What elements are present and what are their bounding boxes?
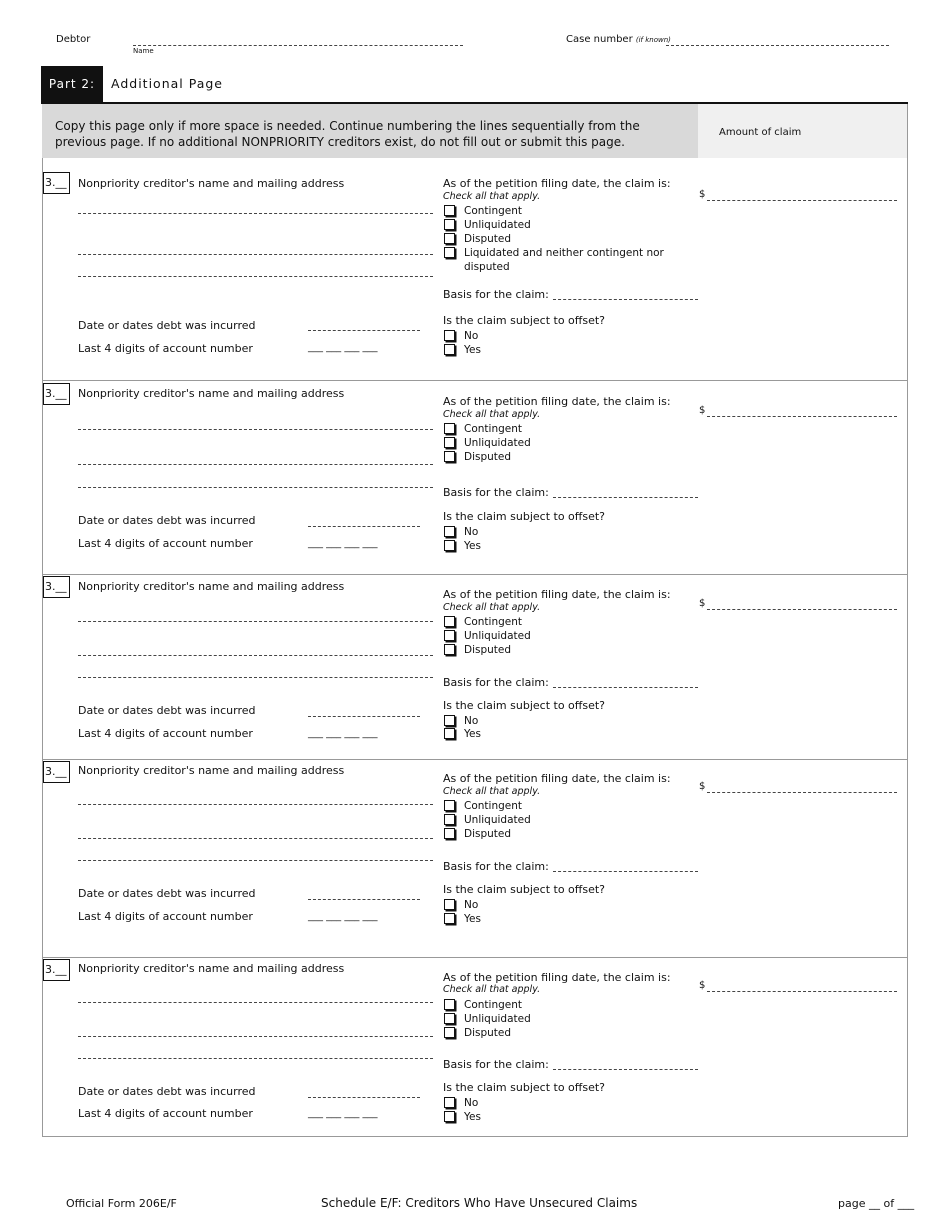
disputed-checkbox[interactable]: Disputed [444,828,704,842]
offset-no-checkbox[interactable]: No [444,526,524,540]
offset-no-checkbox[interactable]: No [444,1097,524,1111]
creditor-name-line[interactable] [78,1002,433,1003]
contingent-checkbox[interactable]: Contingent [444,423,704,437]
offset-question: Is the claim subject to offset? [443,1081,605,1094]
date-incurred-field[interactable] [308,1097,420,1098]
account-digits-label: Last 4 digits of account number [78,342,253,355]
check-all-note: Check all that apply. [443,786,541,797]
disputed-checkbox[interactable]: Disputed [444,644,704,658]
creditor-entry-4 [42,760,908,958]
check-all-note: Check all that apply. [443,191,541,202]
basis-field[interactable] [553,687,698,688]
entry-number[interactable]: 3.__ [43,959,70,981]
basis-label: Basis for the claim: [443,860,549,873]
account-digits-label: Last 4 digits of account number [78,1107,253,1120]
amount-symbol: $ [699,598,706,609]
date-incurred-field[interactable] [308,899,420,900]
entry-number[interactable]: 3.__ [43,383,70,405]
creditor-name-label: Nonpriority creditor's name and mailing address [78,764,345,777]
offset-question: Is the claim subject to offset? [443,314,605,327]
checkbox-icon [444,913,455,924]
basis-field[interactable] [553,1069,698,1070]
date-incurred-label: Date or dates debt was incurred [78,887,256,900]
unliquidated-checkbox[interactable]: Unliquidated [444,219,704,233]
instructions-line-2: previous page. If no additional NONPRIORITY creditors exist, do not fill out or submit this page. [55,135,625,149]
creditor-name-line[interactable] [78,621,433,622]
checkbox-icon [444,728,455,739]
address-line-2[interactable] [78,677,433,678]
amount-symbol: $ [699,781,706,792]
date-incurred-field[interactable] [308,330,420,331]
disputed-checkbox[interactable]: Disputed [444,1027,704,1041]
checkbox-icon [444,330,455,341]
date-incurred-label: Date or dates debt was incurred [78,319,256,332]
basis-label: Basis for the claim: [443,486,549,499]
debtor-label: Debtor [56,34,91,45]
contingent-checkbox[interactable]: Contingent [444,999,704,1013]
checkbox-icon [444,814,455,825]
debtor-name-sublabel: Name [133,47,154,55]
amount-field[interactable] [707,416,897,417]
address-line-1[interactable] [78,254,433,255]
creditor-name-label: Nonpriority creditor's name and mailing address [78,387,345,400]
address-line-1[interactable] [78,838,433,839]
creditor-name-line[interactable] [78,429,433,430]
claim-status-label: As of the petition filing date, the claim is: [443,588,671,601]
checkbox-icon [444,233,455,244]
account-digits-field[interactable]: ___ ___ ___ ___ [308,911,378,922]
entry-number[interactable]: 3.__ [43,576,70,598]
debtor-name-field[interactable] [133,45,463,46]
entry-number[interactable]: 3.__ [43,761,70,783]
check-all-note: Check all that apply. [443,409,541,420]
offset-yes-checkbox[interactable]: Yes [444,540,524,554]
amount-symbol: $ [699,980,706,991]
claim-status-label: As of the petition filing date, the claim is: [443,395,671,408]
checkbox-icon [444,205,455,216]
creditor-entry-5 [42,958,908,1137]
account-digits-field[interactable]: ___ ___ ___ ___ [308,1108,378,1119]
checkbox-icon [444,630,455,641]
checkbox-icon [444,1027,455,1038]
part-number: Part 2: [41,66,103,102]
date-incurred-label: Date or dates debt was incurred [78,704,256,717]
amount-symbol: $ [699,189,706,200]
claim-status-label: As of the petition filing date, the claim is: [443,971,671,984]
creditor-entry-2 [42,381,908,575]
address-line-1[interactable] [78,1036,433,1037]
check-all-note: Check all that apply. [443,984,541,995]
contingent-checkbox[interactable]: Contingent [444,205,704,219]
amount-field[interactable] [707,200,897,201]
date-incurred-label: Date or dates debt was incurred [78,1085,256,1098]
claim-status-label: As of the petition filing date, the claim is: [443,772,671,785]
account-digits-field[interactable]: ___ ___ ___ ___ [308,538,378,549]
basis-field[interactable] [553,497,698,498]
form-id: Official Form 206E/F [66,1197,177,1210]
checkbox-icon [444,451,455,462]
offset-yes-checkbox[interactable]: Yes [444,1111,524,1125]
unliquidated-checkbox[interactable]: Unliquidated [444,814,704,828]
creditor-name-line[interactable] [78,213,433,214]
form-title: Schedule E/F: Creditors Who Have Unsecured Claims [321,1196,638,1210]
address-line-2[interactable] [78,487,433,488]
instructions-panel [42,104,698,158]
offset-yes-checkbox[interactable]: Yes [444,344,524,358]
case-number-field[interactable] [666,45,889,46]
date-incurred-field[interactable] [308,526,420,527]
check-all-note: Check all that apply. [443,602,541,613]
instructions-line-1: Copy this page only if more space is needed. Continue numbering the lines sequentially from the [55,119,640,133]
date-incurred-field[interactable] [308,716,420,717]
basis-label: Basis for the claim: [443,1058,549,1071]
creditor-name-label: Nonpriority creditor's name and mailing address [78,177,345,190]
checkbox-icon [444,526,455,537]
amount-symbol: $ [699,405,706,416]
unliquidated-checkbox[interactable]: Unliquidated [444,437,704,451]
offset-question: Is the claim subject to offset? [443,883,605,896]
amount-field[interactable] [707,609,897,610]
checkbox-icon [444,540,455,551]
disputed-checkbox[interactable]: Disputed [444,233,704,247]
part-title: Additional Page [111,76,223,91]
amount-field[interactable] [707,991,897,992]
disputed-checkbox[interactable]: Disputed [444,451,704,465]
liquidated-checkbox[interactable]: Liquidated and neither contingent nor disputed [444,247,704,275]
basis-field[interactable] [553,871,698,872]
amount-of-claim-label: Amount of claim [719,127,802,138]
offset-question: Is the claim subject to offset? [443,699,605,712]
date-incurred-label: Date or dates debt was incurred [78,514,256,527]
account-digits-label: Last 4 digits of account number [78,910,253,923]
unliquidated-checkbox[interactable]: Unliquidated [444,630,704,644]
checkbox-icon [444,999,455,1010]
checkbox-icon [444,247,455,258]
checkbox-icon [444,344,455,355]
checkbox-icon [444,423,455,434]
checkbox-icon [444,828,455,839]
creditor-name-label: Nonpriority creditor's name and mailing address [78,962,345,975]
offset-yes-checkbox[interactable]: Yes [444,728,524,742]
account-digits-field[interactable]: ___ ___ ___ ___ [308,728,378,739]
basis-label: Basis for the claim: [443,676,549,689]
address-line-1[interactable] [78,655,433,656]
creditor-entry-3 [42,575,908,760]
amount-of-claim-header [698,104,908,158]
page-number: page __ of ___ [838,1197,915,1210]
contingent-checkbox[interactable]: Contingent [444,616,704,630]
offset-yes-checkbox[interactable]: Yes [444,913,524,927]
checkbox-icon [444,1111,455,1122]
basis-label: Basis for the claim: [443,288,549,301]
creditor-name-line[interactable] [78,804,433,805]
claim-status-label: As of the petition filing date, the claim is: [443,177,671,190]
offset-question: Is the claim subject to offset? [443,510,605,523]
checkbox-icon [444,616,455,627]
address-line-2[interactable] [78,860,433,861]
checkbox-icon [444,437,455,448]
case-number-label: Case number (if known) [566,34,671,45]
checkbox-icon [444,1013,455,1024]
contingent-checkbox[interactable]: Contingent [444,800,704,814]
checkbox-icon [444,899,455,910]
entry-number[interactable]: 3.__ [43,172,70,194]
basis-field[interactable] [553,299,698,300]
address-line-1[interactable] [78,464,433,465]
offset-no-checkbox[interactable]: No [444,330,524,344]
creditor-entry-1 [42,158,908,381]
creditor-name-label: Nonpriority creditor's name and mailing address [78,580,345,593]
checkbox-icon [444,715,455,726]
offset-no-checkbox[interactable]: No [444,899,524,913]
amount-field[interactable] [707,792,897,793]
unliquidated-checkbox[interactable]: Unliquidated [444,1013,704,1027]
account-digits-label: Last 4 digits of account number [78,727,253,740]
offset-no-checkbox[interactable]: No [444,715,524,729]
address-line-2[interactable] [78,276,433,277]
checkbox-icon [444,644,455,655]
account-digits-label: Last 4 digits of account number [78,537,253,550]
checkbox-icon [444,800,455,811]
account-digits-field[interactable]: ___ ___ ___ ___ [308,342,378,353]
address-line-2[interactable] [78,1058,433,1059]
checkbox-icon [444,1097,455,1108]
checkbox-icon [444,219,455,230]
